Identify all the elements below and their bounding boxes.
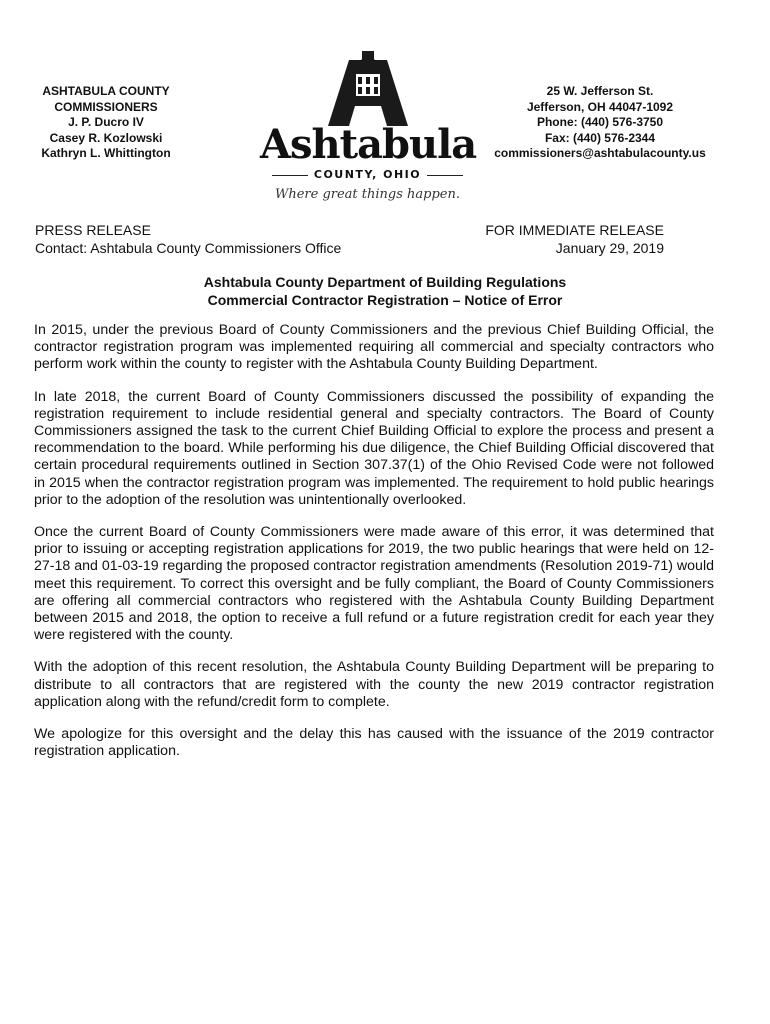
- logo-tagline: Where great things happen.: [274, 187, 461, 202]
- logo-county-line: [260, 168, 475, 181]
- commissioners-title-line2: COMMISSIONERS: [54, 99, 158, 114]
- paragraph: In late 2018, the current Board of County Commissioners discussed the possibility of expanding the registration requirement to include residential general and specialty contractors. The Board of County Commissioners assigned the task to the current Chief Building Official to explore the process and present a recommendation to the board. While performing his due diligence, the Chief Building Official discovered that certain procedural requirements outlined in Section 307.37(1) of the Ohio Revised Code were not followed in 2015 when the contractor registration program was implemented. The requirement to hold public hearings prior to the adoption of the resolution was unintentionally overlooked.: [34, 388, 714, 508]
- press-release-label: PRESS RELEASE: [35, 222, 151, 238]
- headline-line2: Commercial Contractor Registration – Notice of Error: [207, 292, 563, 308]
- ashtabula-county-logo: [260, 50, 475, 218]
- commissioner-name: J. P. Ducro IV: [68, 115, 144, 129]
- paragraph: We apologize for this oversight and the delay this has caused with the issuance of the 2019 contractor registration application.: [34, 726, 714, 760]
- press-contact: Contact: Ashtabula County Commissioners Office: [35, 239, 342, 256]
- release-date: January 29, 2019: [555, 239, 664, 256]
- commissioners-block: [28, 84, 184, 162]
- press-release-header: [35, 222, 341, 257]
- commissioner-name: Kathryn L. Whittington: [41, 146, 171, 160]
- document-headline: [0, 273, 770, 309]
- release-info: [480, 222, 664, 257]
- body-text: [34, 322, 714, 775]
- logo-county-text: COUNTY, OHIO: [313, 168, 422, 181]
- contact-info-block: [480, 84, 720, 162]
- release-type: FOR IMMEDIATE RELEASE: [485, 222, 664, 238]
- commissioners-title-line1: ASHTABULA COUNTY: [42, 84, 170, 98]
- headline-line1: Ashtabula County Department of Building Regulations: [203, 274, 567, 290]
- paragraph: With the adoption of this recent resolution, the Ashtabula County Building Department will be preparing to distribute to all contractors that are registered with the county the new 2019 contractor registration application along with the refund/credit form to complete.: [34, 659, 714, 710]
- city-line: Jefferson, OH 44047-1092: [526, 99, 674, 114]
- fax-line: Fax: (440) 576-2344: [544, 130, 656, 145]
- address-line: 25 W. Jefferson St.: [546, 84, 654, 98]
- paragraph: In 2015, under the previous Board of County Commissioners and the previous Chief Building Official, the contractor registration program was implemented requiring all commercial and specialty contractors who perform work within the county to register with the Ashtabula County Building Department.: [34, 322, 714, 373]
- courthouse-letter-a-icon: [260, 50, 475, 130]
- email-line: commissioners@ashtabulacounty.us: [494, 146, 706, 160]
- logo-wordmark: Ashtabula: [260, 121, 477, 168]
- paragraph: Once the current Board of County Commissioners were made aware of this error, it was determined that prior to issuing or accepting registration applications for 2019, the two public hearings that were held on 12-27-18 and 01-03-19 regarding the proposed contractor registration amendments (Resolution 2019-71) would meet this requirement. To correct this oversight and be fully compliant, the Board of County Commissioners are offering all commercial contractors who registered with the Ashtabula County Building Department between 2015 and 2018, the option to receive a full refund or a future registration credit for each year they were registered with the county.: [34, 524, 714, 644]
- phone-line: Phone: (440) 576-3750: [536, 115, 664, 129]
- commissioner-name: Casey R. Kozlowski: [49, 130, 163, 145]
